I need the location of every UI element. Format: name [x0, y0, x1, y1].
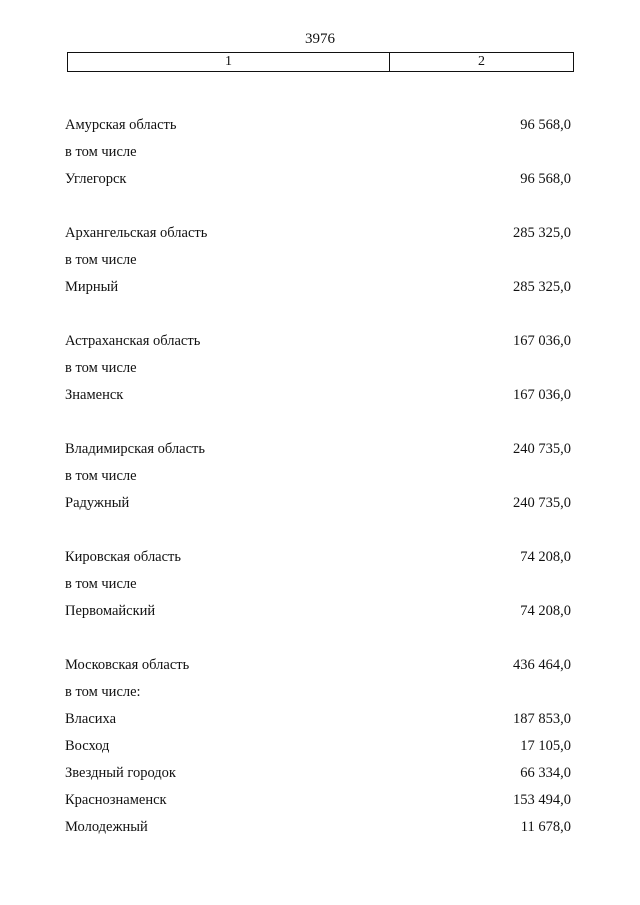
region-value: 285 325,0	[513, 225, 571, 241]
including-label: в том числе	[65, 468, 137, 484]
city-value: 167 036,0	[513, 387, 571, 403]
region-name: Кировская область	[65, 549, 182, 565]
region-value: 74 208,0	[520, 549, 571, 565]
region-value: 240 735,0	[513, 441, 571, 457]
region-group	[65, 440, 571, 521]
region-row	[65, 332, 571, 359]
including-label: в том числе	[65, 360, 137, 376]
region-name: Астраханская область	[65, 333, 201, 349]
allocation-list	[65, 116, 571, 872]
column-header-table	[67, 52, 574, 72]
region-name: Владимирская область	[65, 441, 205, 457]
city-value: 74 208,0	[520, 603, 571, 619]
column-header-1: 1	[68, 53, 390, 71]
region-row	[65, 656, 571, 683]
city-name: Краснознаменск	[65, 792, 167, 808]
region-group	[65, 332, 571, 413]
city-row	[65, 737, 571, 764]
region-name: Архангельская область	[65, 225, 208, 241]
region-value: 96 568,0	[520, 117, 571, 133]
including-label: в том числе:	[65, 684, 141, 700]
region-row	[65, 440, 571, 467]
city-value: 66 334,0	[520, 765, 571, 781]
region-row	[65, 224, 571, 251]
city-name: Власиха	[65, 711, 117, 727]
region-value: 167 036,0	[513, 333, 571, 349]
including-label: в том числе	[65, 252, 137, 268]
including-label: в том числе	[65, 576, 137, 592]
city-name: Мирный	[65, 279, 119, 295]
region-group	[65, 116, 571, 197]
city-value: 153 494,0	[513, 792, 571, 808]
page-number: 3976	[305, 31, 335, 47]
subtotal-label-row	[65, 251, 571, 278]
city-row	[65, 818, 571, 845]
city-row	[65, 386, 571, 413]
city-row	[65, 791, 571, 818]
including-label: в том числе	[65, 144, 137, 160]
region-group	[65, 224, 571, 305]
city-value: 285 325,0	[513, 279, 571, 295]
region-group	[65, 656, 571, 845]
subtotal-label-row	[65, 143, 571, 170]
city-name: Углегорск	[65, 171, 127, 187]
subtotal-label-row	[65, 359, 571, 386]
city-row	[65, 494, 571, 521]
city-name: Восход	[65, 738, 110, 754]
region-group	[65, 548, 571, 629]
subtotal-label-row	[65, 683, 571, 710]
column-header-2: 2	[478, 54, 485, 69]
region-row	[65, 548, 571, 575]
city-row	[65, 764, 571, 791]
city-row	[65, 170, 571, 197]
city-name: Знаменск	[65, 387, 124, 403]
city-row	[65, 710, 571, 737]
subtotal-label-row	[65, 467, 571, 494]
city-row	[65, 278, 571, 305]
city-value: 240 735,0	[513, 495, 571, 511]
city-name: Первомайский	[65, 603, 156, 619]
region-name: Московская область	[65, 657, 190, 673]
region-name: Амурская область	[65, 117, 177, 133]
city-value: 96 568,0	[520, 171, 571, 187]
region-row	[65, 116, 571, 143]
subtotal-label-row	[65, 575, 571, 602]
city-value: 17 105,0	[520, 738, 571, 754]
city-row	[65, 602, 571, 629]
city-value: 11 678,0	[520, 819, 571, 835]
city-name: Молодежный	[65, 819, 148, 835]
region-value: 436 464,0	[513, 657, 571, 673]
city-name: Звездный городок	[65, 765, 176, 781]
city-value: 187 853,0	[513, 711, 571, 727]
city-name: Радужный	[65, 495, 130, 511]
